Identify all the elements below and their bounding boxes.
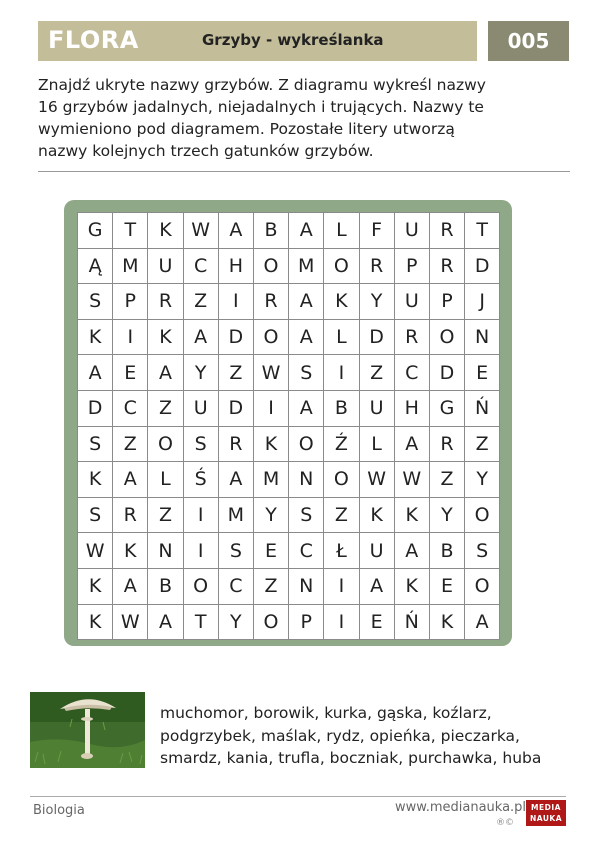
grid-cell[interactable]: S bbox=[465, 533, 500, 569]
grid-cell[interactable]: I bbox=[253, 390, 288, 426]
grid-cell[interactable]: A bbox=[148, 604, 183, 640]
grid-cell[interactable]: P bbox=[113, 284, 148, 320]
grid-cell[interactable]: R bbox=[429, 248, 464, 284]
grid-cell[interactable]: K bbox=[78, 604, 113, 640]
grid-cell[interactable]: Z bbox=[183, 284, 218, 320]
grid-row bbox=[78, 426, 500, 462]
grid-cell[interactable]: L bbox=[148, 462, 183, 498]
grid-cell[interactable]: K bbox=[148, 213, 183, 249]
grid-cell[interactable]: R bbox=[429, 213, 464, 249]
grid-cell[interactable]: D bbox=[218, 390, 253, 426]
grid-cell[interactable]: Ź bbox=[324, 426, 359, 462]
grid-cell[interactable]: A bbox=[78, 355, 113, 391]
grid-cell[interactable]: I bbox=[183, 533, 218, 569]
grid-cell[interactable]: A bbox=[359, 568, 394, 604]
grid-cell[interactable]: Z bbox=[465, 426, 500, 462]
word-search-grid bbox=[77, 212, 500, 640]
grid-row bbox=[78, 533, 500, 569]
worksheet-number: 005 bbox=[507, 29, 550, 53]
grid-cell[interactable]: A bbox=[394, 533, 429, 569]
grid-cell[interactable]: I bbox=[324, 568, 359, 604]
grid-cell[interactable]: F bbox=[359, 213, 394, 249]
grid-cell[interactable]: A bbox=[113, 568, 148, 604]
grid-cell[interactable]: Z bbox=[148, 390, 183, 426]
grid-cell[interactable]: N bbox=[289, 568, 324, 604]
grid-cell[interactable]: O bbox=[253, 604, 288, 640]
grid-cell[interactable]: I bbox=[183, 497, 218, 533]
grid-cell[interactable]: Y bbox=[218, 604, 253, 640]
grid-cell[interactable]: W bbox=[113, 604, 148, 640]
footer-divider bbox=[30, 796, 566, 797]
grid-cell[interactable]: N bbox=[148, 533, 183, 569]
grid-cell[interactable]: Z bbox=[324, 497, 359, 533]
grid-cell[interactable]: C bbox=[394, 355, 429, 391]
number-box bbox=[488, 21, 569, 61]
grid-cell[interactable]: K bbox=[148, 319, 183, 355]
grid-cell[interactable]: P bbox=[429, 284, 464, 320]
grid-cell[interactable]: O bbox=[465, 497, 500, 533]
word-list-line: podgrzybek, maślak, rydz, opieńka, pieczarka, bbox=[160, 726, 520, 745]
grid-cell[interactable]: S bbox=[78, 284, 113, 320]
grid-cell[interactable]: K bbox=[78, 462, 113, 498]
grid-cell[interactable]: C bbox=[289, 533, 324, 569]
grid-cell[interactable]: K bbox=[359, 497, 394, 533]
grid-cell[interactable]: W bbox=[183, 213, 218, 249]
instructions bbox=[38, 74, 508, 162]
grid-cell[interactable]: U bbox=[359, 390, 394, 426]
brand-title: FLORA bbox=[48, 26, 139, 54]
media-nauka-logo bbox=[526, 800, 566, 826]
grid-cell[interactable]: R bbox=[429, 426, 464, 462]
word-list bbox=[160, 702, 560, 770]
grid-cell[interactable]: Z bbox=[253, 568, 288, 604]
grid-cell[interactable]: D bbox=[359, 319, 394, 355]
grid-cell[interactable]: E bbox=[465, 355, 500, 391]
grid-cell[interactable]: Y bbox=[183, 355, 218, 391]
grid-cell[interactable]: Z bbox=[148, 497, 183, 533]
grid-cell[interactable]: Ś bbox=[183, 462, 218, 498]
instructions-line: nazwy kolejnych trzech gatunków grzybów. bbox=[38, 142, 374, 160]
grid-cell[interactable]: S bbox=[78, 426, 113, 462]
grid-cell[interactable]: U bbox=[394, 284, 429, 320]
grid-cell[interactable]: G bbox=[429, 390, 464, 426]
grid-cell[interactable]: R bbox=[148, 284, 183, 320]
grid-cell[interactable]: U bbox=[359, 533, 394, 569]
grid-cell[interactable]: A bbox=[289, 390, 324, 426]
logo-text: NAUKA bbox=[529, 814, 563, 823]
grid-cell[interactable]: U bbox=[183, 390, 218, 426]
grid-cell[interactable]: O bbox=[429, 319, 464, 355]
grid-cell[interactable]: Ł bbox=[324, 533, 359, 569]
grid-cell[interactable]: A bbox=[289, 319, 324, 355]
grid-cell[interactable]: E bbox=[359, 604, 394, 640]
grid-cell[interactable]: K bbox=[113, 533, 148, 569]
grid-cell[interactable]: A bbox=[148, 355, 183, 391]
word-list-line: smardz, kania, trufla, boczniak, purchawka, huba bbox=[160, 749, 542, 767]
grid-cell[interactable]: O bbox=[289, 426, 324, 462]
grid-cell[interactable]: U bbox=[148, 248, 183, 284]
grid-cell[interactable]: H bbox=[218, 248, 253, 284]
grid-cell[interactable]: K bbox=[78, 568, 113, 604]
grid-cell[interactable]: P bbox=[394, 248, 429, 284]
grid-row bbox=[78, 497, 500, 533]
grid-cell[interactable]: Ń bbox=[394, 604, 429, 640]
grid-cell[interactable]: S bbox=[289, 497, 324, 533]
grid-cell[interactable]: E bbox=[113, 355, 148, 391]
grid-cell[interactable]: A bbox=[218, 213, 253, 249]
grid-cell[interactable]: O bbox=[183, 568, 218, 604]
grid-cell[interactable]: I bbox=[113, 319, 148, 355]
instructions-line: wymieniono pod diagramem. Pozostałe litery utworzą bbox=[38, 120, 455, 138]
grid-cell[interactable]: P bbox=[289, 604, 324, 640]
grid-cell[interactable]: D bbox=[429, 355, 464, 391]
footer-copyright: ®© bbox=[496, 818, 514, 828]
grid-row bbox=[78, 568, 500, 604]
footer-url[interactable]: www.medianauka.pl bbox=[395, 800, 527, 815]
grid-cell[interactable]: O bbox=[324, 248, 359, 284]
grid-cell[interactable]: L bbox=[359, 426, 394, 462]
grid-cell[interactable]: G bbox=[78, 213, 113, 249]
grid-cell[interactable]: R bbox=[394, 319, 429, 355]
grid-cell[interactable]: K bbox=[78, 319, 113, 355]
grid-cell[interactable]: O bbox=[253, 248, 288, 284]
grid-cell[interactable]: Ń bbox=[465, 390, 500, 426]
grid-cell[interactable]: A bbox=[113, 462, 148, 498]
grid-row bbox=[78, 284, 500, 320]
grid-cell[interactable]: T bbox=[183, 604, 218, 640]
footer-subject: Biologia bbox=[33, 803, 85, 818]
grid-cell[interactable]: E bbox=[429, 568, 464, 604]
word-list-line: muchomor, borowik, kurka, gąska, koźlarz, bbox=[160, 704, 492, 722]
grid-cell[interactable]: Y bbox=[359, 284, 394, 320]
mushroom-photo bbox=[30, 692, 145, 768]
instructions-line: Znajdź ukryte nazwy grzybów. Z diagramu wykreśl nazwy bbox=[38, 76, 486, 94]
grid-cell[interactable]: Ą bbox=[78, 248, 113, 284]
grid-cell[interactable]: W bbox=[394, 462, 429, 498]
grid-cell[interactable]: T bbox=[465, 213, 500, 249]
grid-cell[interactable]: N bbox=[289, 462, 324, 498]
grid-cell[interactable]: S bbox=[289, 355, 324, 391]
grid-cell[interactable]: O bbox=[253, 319, 288, 355]
grid-cell[interactable]: S bbox=[78, 497, 113, 533]
grid-cell[interactable]: A bbox=[289, 213, 324, 249]
grid-row bbox=[78, 604, 500, 640]
grid-cell[interactable]: T bbox=[113, 213, 148, 249]
grid-row bbox=[78, 355, 500, 391]
grid-cell[interactable]: L bbox=[324, 213, 359, 249]
grid-cell[interactable]: R bbox=[253, 284, 288, 320]
grid-cell[interactable]: R bbox=[113, 497, 148, 533]
grid-row bbox=[78, 248, 500, 284]
grid-cell[interactable]: A bbox=[465, 604, 500, 640]
grid-cell[interactable]: U bbox=[394, 213, 429, 249]
grid-cell[interactable]: W bbox=[78, 533, 113, 569]
grid-cell[interactable]: I bbox=[324, 355, 359, 391]
grid-row bbox=[78, 390, 500, 426]
grid-cell[interactable]: Z bbox=[218, 355, 253, 391]
grid-cell[interactable]: Y bbox=[253, 497, 288, 533]
grid-cell[interactable]: L bbox=[324, 319, 359, 355]
instructions-line: 16 grzybów jadalnych, niejadalnych i trujących. Nazwy te bbox=[38, 98, 484, 116]
grid-row bbox=[78, 462, 500, 498]
grid-cell[interactable]: M bbox=[218, 497, 253, 533]
grid-cell[interactable]: C bbox=[218, 568, 253, 604]
grid-cell[interactable]: B bbox=[324, 390, 359, 426]
grid-cell[interactable]: D bbox=[78, 390, 113, 426]
grid-cell[interactable]: R bbox=[359, 248, 394, 284]
grid-cell[interactable]: A bbox=[289, 284, 324, 320]
grid-cell[interactable]: W bbox=[253, 355, 288, 391]
grid-cell[interactable]: C bbox=[113, 390, 148, 426]
grid-cell[interactable]: K bbox=[429, 604, 464, 640]
grid-cell[interactable]: H bbox=[394, 390, 429, 426]
grid-cell[interactable]: Z bbox=[429, 462, 464, 498]
grid-cell[interactable]: E bbox=[253, 533, 288, 569]
grid-cell[interactable]: K bbox=[394, 497, 429, 533]
grid-row bbox=[78, 319, 500, 355]
grid-cell[interactable]: C bbox=[183, 248, 218, 284]
logo-text: MEDIA bbox=[531, 803, 561, 812]
grid-cell[interactable]: K bbox=[253, 426, 288, 462]
grid-cell[interactable]: W bbox=[359, 462, 394, 498]
grid-cell[interactable]: A bbox=[394, 426, 429, 462]
grid-cell[interactable]: J bbox=[465, 284, 500, 320]
grid-cell[interactable]: M bbox=[113, 248, 148, 284]
grid-cell[interactable]: A bbox=[218, 462, 253, 498]
grid-cell[interactable]: S bbox=[183, 426, 218, 462]
page-title: Grzyby - wykreślanka bbox=[202, 31, 384, 49]
grid-cell[interactable]: Z bbox=[113, 426, 148, 462]
divider bbox=[38, 171, 570, 172]
grid-cell[interactable]: D bbox=[465, 248, 500, 284]
grid-cell[interactable]: I bbox=[324, 604, 359, 640]
grid-cell[interactable]: O bbox=[148, 426, 183, 462]
grid-cell[interactable]: M bbox=[253, 462, 288, 498]
grid-cell[interactable]: R bbox=[218, 426, 253, 462]
grid-cell[interactable]: B bbox=[429, 533, 464, 569]
grid-cell[interactable]: S bbox=[218, 533, 253, 569]
grid-cell[interactable]: I bbox=[218, 284, 253, 320]
grid-cell[interactable]: Y bbox=[429, 497, 464, 533]
grid-row bbox=[78, 213, 500, 249]
grid-cell[interactable]: B bbox=[148, 568, 183, 604]
grid-cell[interactable]: M bbox=[289, 248, 324, 284]
grid-cell[interactable]: O bbox=[324, 462, 359, 498]
grid-cell[interactable]: D bbox=[218, 319, 253, 355]
grid-cell[interactable]: K bbox=[324, 284, 359, 320]
grid-cell[interactable]: K bbox=[394, 568, 429, 604]
grid-cell[interactable]: Z bbox=[359, 355, 394, 391]
grid-cell[interactable]: B bbox=[253, 213, 288, 249]
header-bar bbox=[38, 21, 477, 61]
grid-cell[interactable]: Y bbox=[465, 462, 500, 498]
grid-cell[interactable]: O bbox=[465, 568, 500, 604]
grid-cell[interactable]: A bbox=[183, 319, 218, 355]
grid-cell[interactable]: N bbox=[465, 319, 500, 355]
